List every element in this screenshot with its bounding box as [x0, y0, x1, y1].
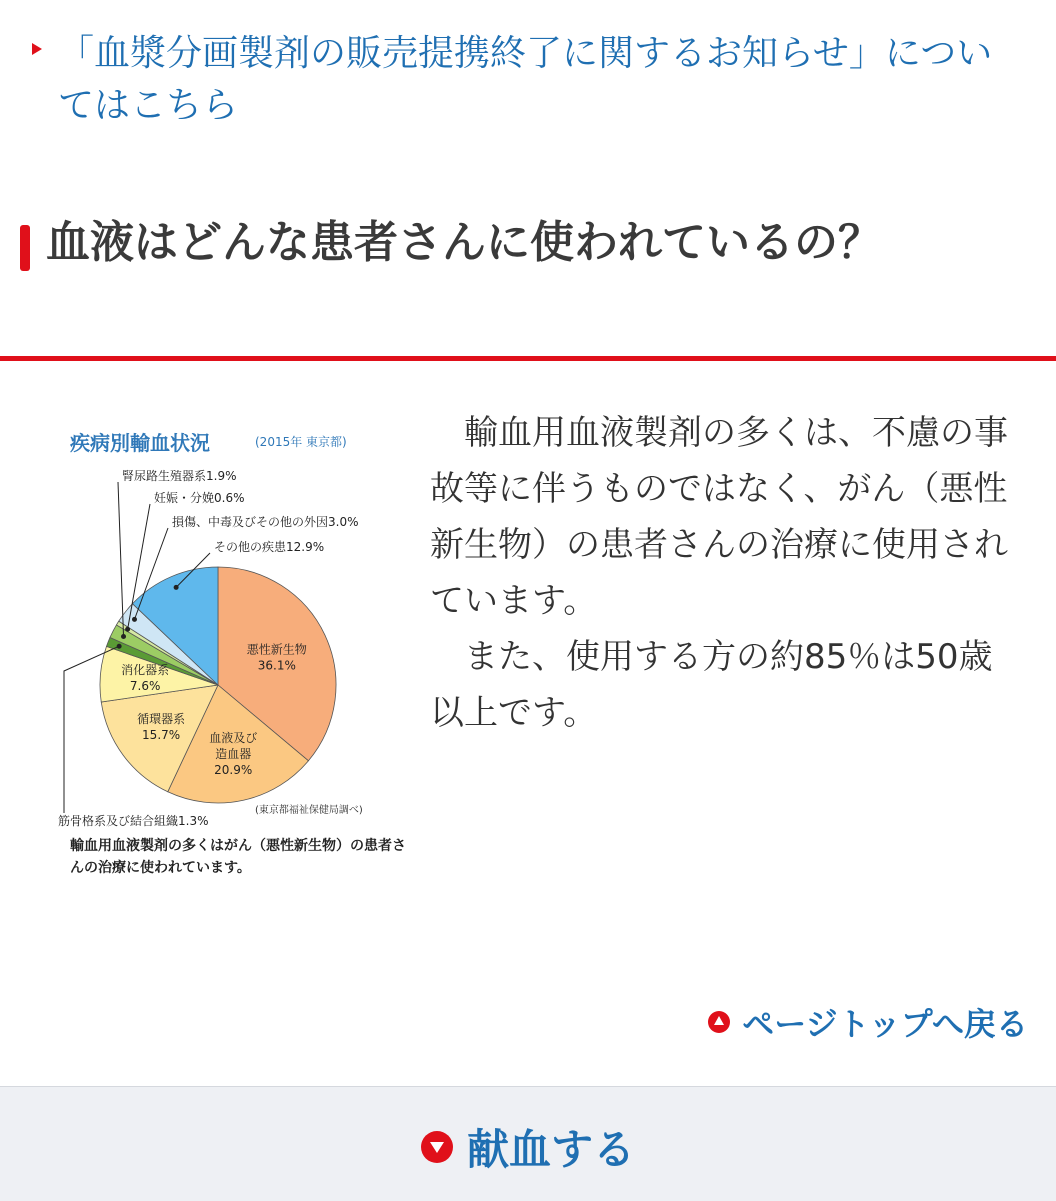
figure-blood-use-chart — [50, 415, 410, 895]
section-heading — [0, 215, 1056, 355]
page-top-link[interactable] — [708, 1000, 1028, 1044]
donate-button[interactable] — [0, 1119, 1056, 1175]
notice-link-block[interactable] — [0, 18, 1056, 138]
pie-slice-label: 7.6% — [129, 679, 161, 694]
pie-slice-label: 妊娠・分娩0.6% — [154, 491, 245, 505]
pie-leader-dot — [117, 644, 122, 649]
figure-subtitle: (2015年 東京都) — [255, 435, 347, 449]
pie-slice-label: 血液及び — [209, 731, 258, 746]
arrow-down-circle-icon — [421, 1131, 453, 1163]
body-paragraph-1: 輸血用血液製剤の多くは、不慮の事故等に伴うものではなく、がん（悪性新生物）の患者さんの治療に使用されています。 — [430, 413, 1008, 621]
page-top-label[interactable]: ページトップへ戻る — [742, 1005, 1028, 1043]
body-paragraph-2: また、使用する方の約85％は50歳以上です。 — [430, 637, 993, 733]
pie-slice-label: 腎尿路生殖器系1.9% — [122, 469, 237, 483]
notice-link[interactable]: 「血漿分画製剤の販売提携終了に関するお知らせ」についてはこちら — [58, 33, 993, 126]
pie-leader-dot — [174, 585, 179, 590]
figure-source: (東京都福祉保健局調べ) — [255, 805, 363, 816]
pie-slice-label: 損傷、中毒及びその他の外因3.0% — [172, 515, 359, 529]
pie-chart — [50, 415, 410, 835]
pie-slice-label: 15.7% — [142, 728, 181, 743]
arrow-up-circle-icon — [708, 1011, 730, 1033]
pie-leader-dot — [125, 627, 130, 632]
pie-slice-label: 36.1% — [257, 658, 296, 673]
pie-slice-label: その他の疾患12.9% — [214, 540, 325, 554]
pie-slice-label: 消化器系 — [121, 663, 170, 678]
body-text — [430, 405, 1020, 741]
heading-accent-bar — [20, 225, 30, 271]
donate-label[interactable]: 献血する — [466, 1125, 635, 1174]
pie-leader-dot — [132, 617, 137, 622]
section-title: 血液はどんな患者さんに使われているの？ — [46, 217, 882, 268]
donate-bar[interactable] — [0, 1086, 1056, 1201]
pie-leader-line — [118, 482, 124, 636]
section-divider — [0, 356, 1056, 361]
pie-slice-label: 造血器 — [215, 747, 252, 762]
figure-title: 疾病別輸血状況 — [70, 431, 210, 455]
pie-slice-label: 循環器系 — [137, 712, 186, 727]
pie-slice-label: 20.9% — [214, 763, 253, 778]
figure-caption: 輸血用血液製剤の多くはがん（悪性新生物）の患者さんの治療に使われています。 — [70, 838, 406, 876]
pie-slice-label: 悪性新生物 — [246, 642, 307, 657]
pie-leader-dot — [121, 634, 126, 639]
pie-slice-label: 筋骨格系及び結合組織1.3% — [58, 814, 209, 828]
triangle-right-icon — [32, 43, 42, 55]
